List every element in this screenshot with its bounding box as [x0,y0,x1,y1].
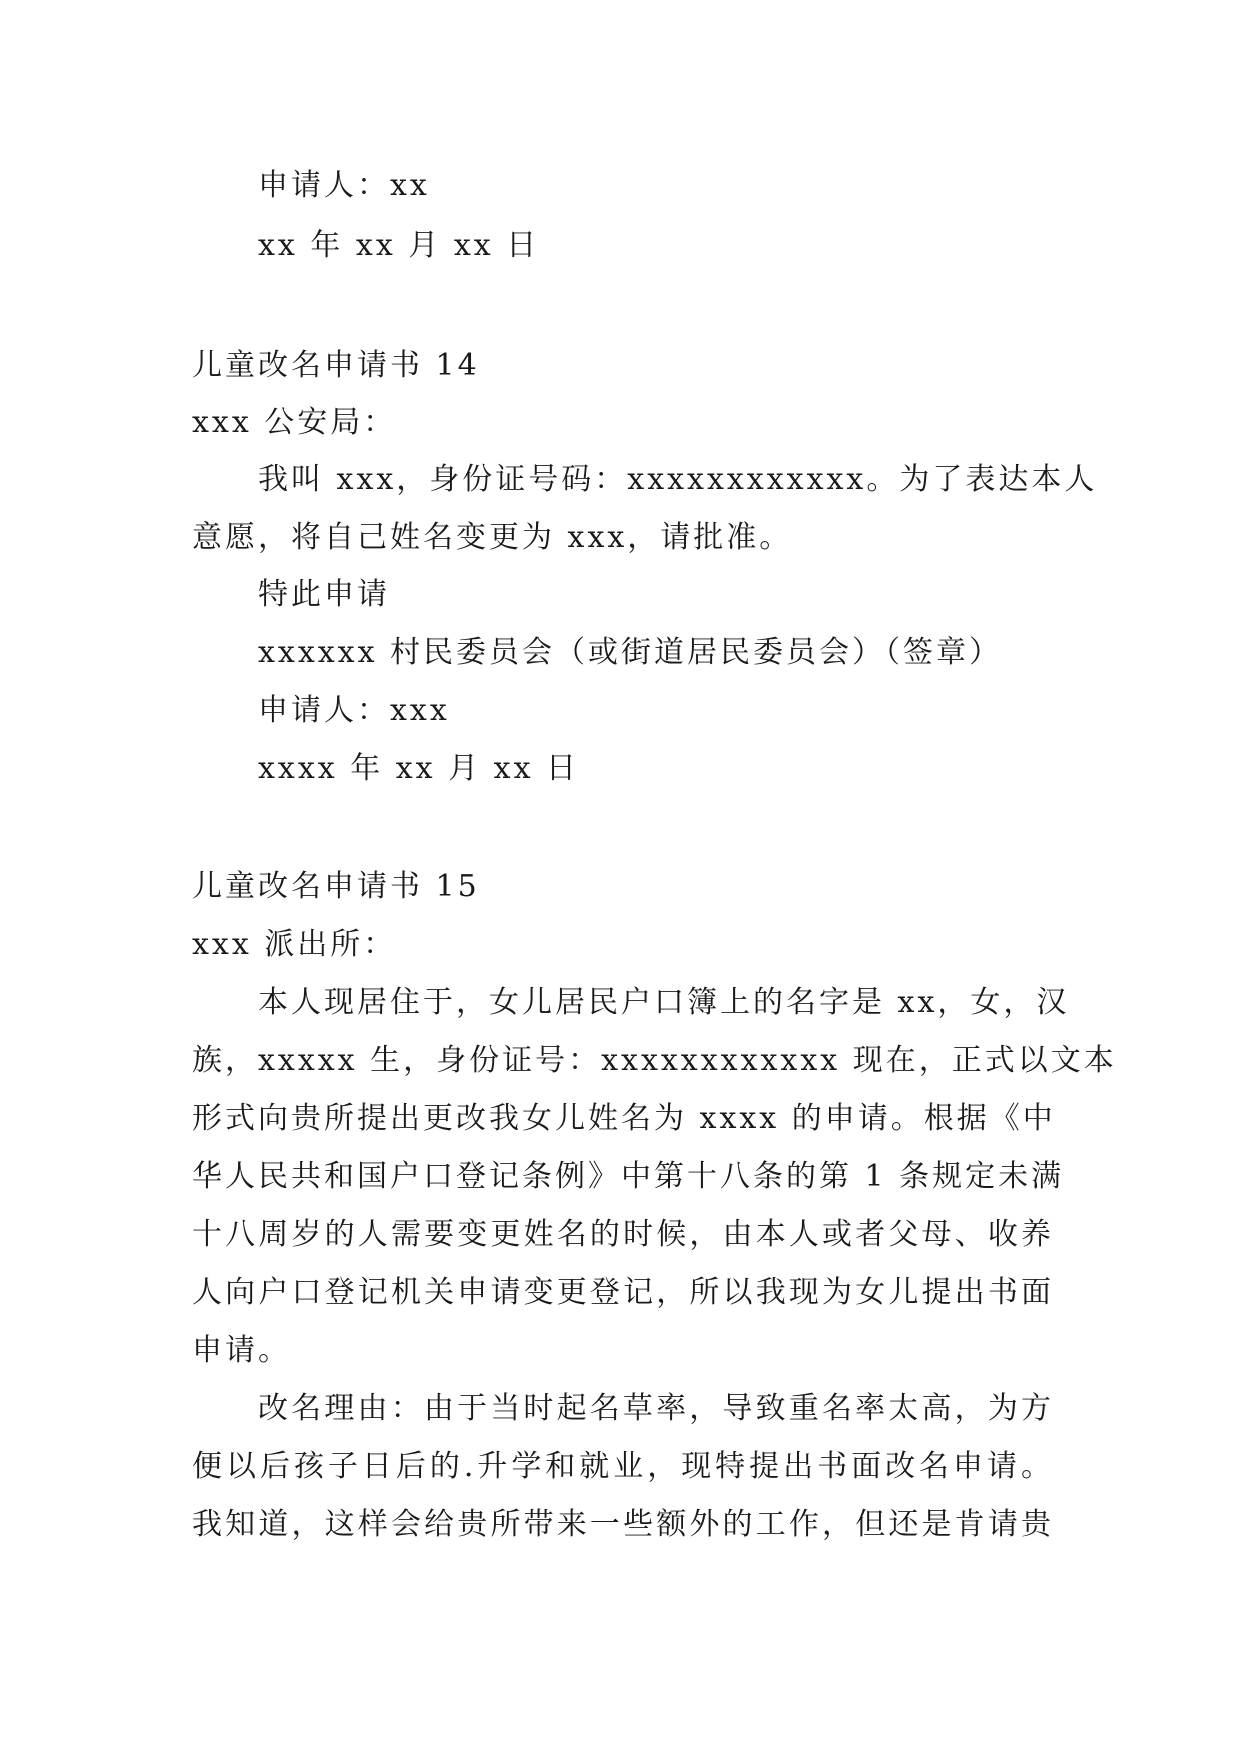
date-line-13: xx 年 xx 月 xx 日 [258,228,540,263]
committee-line-14: xxxxxx 村民委员会（或街道居民委员会）（签章） [258,635,1003,670]
body-line-14-1: 我叫 xxx，身份证号码：xxxxxxxxxxxx。为了表达本人 [258,462,1098,497]
para1-line-5: 十八周岁的人需要变更姓名的时候，由本人或者父母、收养 [192,1217,1054,1252]
section-title-15: 儿童改名申请书 15 [192,869,480,904]
para2-line-2: 便以后孩子日后的.升学和就业，现特提出书面改名申请。 [192,1449,1054,1484]
para2-line-1: 改名理由：由于当时起名草率，导致重名率太高，为方 [258,1391,1054,1426]
closing-14: 特此申请 [258,577,390,612]
addressee-15: xxx 派出所： [192,927,397,962]
applicant-line-13: 申请人：xx [258,168,430,203]
addressee-14: xxx 公安局： [192,405,397,440]
para1-line-7: 申请。 [192,1333,291,1368]
section-title-14: 儿童改名申请书 14 [192,348,480,383]
body-line-14-2: 意愿，将自己姓名变更为 xxx，请批准。 [192,520,793,555]
para1-line-4: 华人民共和国户口登记条例》中第十八条的第 1 条规定未满 [192,1159,1065,1194]
para1-line-2: 族，xxxxx 生，身份证号：xxxxxxxxxxxx 现在，正式以文本 [192,1043,1117,1078]
para1-line-6: 人向户口登记机关申请变更登记，所以我现为女儿提出书面 [192,1275,1054,1310]
date-line-14: xxxx 年 xx 月 xx 日 [258,751,580,786]
para1-line-3: 形式向贵所提出更改我女儿姓名为 xxxx 的申请。根据《中 [192,1101,1056,1136]
applicant-line-14: 申请人：xxx [258,693,450,728]
para2-line-3: 我知道，这样会给贵所带来一些额外的工作，但还是肯请贵 [192,1507,1054,1542]
para1-line-1: 本人现居住于，女儿居民户口簿上的名字是 xx，女，汉 [258,985,1070,1020]
